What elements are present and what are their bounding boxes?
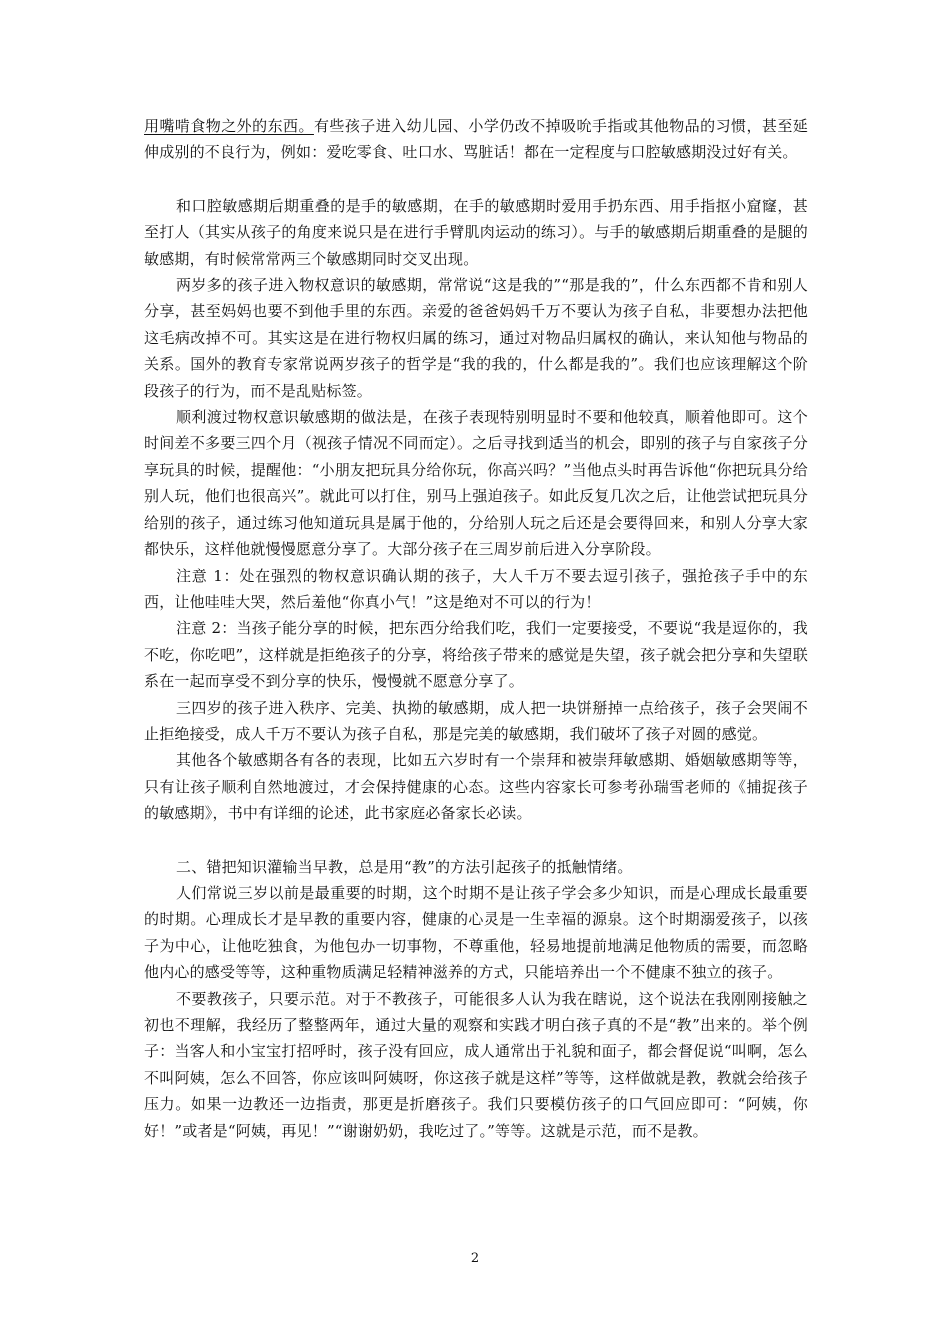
section-heading-2: 二、错把知识灌输当早教，总是用“教”的方法引起孩子的抵触情绪。 [176,857,633,876]
body-text [144,113,808,1144]
blank-line [144,827,808,854]
underlined-phrase: 用嘴啃食物之外的东西。 [144,117,314,135]
paragraph-note-1: 注意 1：处在强烈的物权意识确认期的孩子，大人千万不要去逗引孩子，强抢孩子手中的东西，让他哇哇大哭，然后羞他“你真小气！”这是绝对不可以的行为！ [144,566,808,611]
paragraph-ownership-period: 两岁多的孩子进入物权意识的敏感期，常常说“这是我的”“那是我的”，什么东西都不肯和别人分享，甚至妈妈也要不到他手里的东西。亲爱的爸爸妈妈千万不要认为孩子自私，非要想办法把他这毛病改掉不可。其实这是在进行物权归属的练习，通过对物品归属权的确认，来认知他与物品的关系。国外的教育专家常说两岁孩子的哲学是“我的我的，什么都是我的”。我们也应该理解这个阶段孩子的行为，而不是乱贴标签。 [144,276,808,400]
page-number: 2 [470,1251,480,1266]
paragraph-text: 有些孩子进入幼儿园、小学仍改不掉吸吮手指或其他物品的习惯，甚至延伸成别的不良行为，例如：爱吃零食、吐口水、骂脏话！都在一定程度与口腔敏感期没过好有关。 [144,117,809,162]
paragraph-psych-growth: 人们常说三岁以前是最重要的时期，这个时期不是让孩子学会多少知识，而是心理成长最重要的时期。心理成长才是早教的重要内容，健康的心灵是一生幸福的源泉。这个时期溺爱孩子，以孩子为中心，让他吃独食，为他包办一切事物，不尊重他，轻易地提前地满足他物质的需要，而忽略他内心的感受等等，这种重物质满足轻精神滋养的方式，只能培养出一个不健康不独立的孩子。 [144,883,808,982]
paragraph-ownership-method: 顺利渡过物权意识敏感期的做法是，在孩子表现特别明显时不要和他较真，顺着他即可。这个时间差不多要三四个月（视孩子情况不同而定）。之后寻找到适当的机会，即别的孩子与自家孩子分享玩具的时候，提醒他：“小朋友把玩具分给你玩，你高兴吗？”当他点头时再告诉他“你把玩具分给别人玩，他们也很高兴”。就此可以打住，别马上强迫孩子。如此反复几次之后，让他尝试把玩具分给别的孩子，通过练习他知道玩具是属于他的，分给别人玩之后还是会要得回来，和别人分享大家都快乐，这样他就慢慢愿意分享了。大部分孩子在三周岁前后进入分享阶段。 [144,408,808,559]
paragraph-other-periods: 其他各个敏感期各有各的表现，比如五六岁时有一个崇拜和被崇拜敏感期、婚姻敏感期等等，只有让孩子顺利自然地渡过，才会保持健康的心态。这些内容家长可参考孙瑞雪老师的《捕捉孩子的敏感期》，书中有详细的论述，此书家庭必备家长必读。 [144,751,808,823]
paragraph-hand-sensitive-period: 和口腔敏感期后期重叠的是手的敏感期，在手的敏感期时爱用手扔东西、用手指抠小窟窿，甚至打人（其实从孩子的角度来说只是在进行手臂肌肉运动的练习）。与手的敏感期后期重叠的是腿的敏感期，有时候常常两三个敏感期同时交叉出现。 [144,196,808,268]
paragraph-order-perfection: 三四岁的孩子进入秩序、完美、执拗的敏感期，成人把一块饼掰掉一点给孩子，孩子会哭闹不止拒绝接受，成人千万不要认为孩子自私，那是完美的敏感期，我们破坏了孩子对圆的感觉。 [144,698,808,743]
paragraph-oral-habits [144,113,808,166]
paragraph-note-2: 注意 2：当孩子能分享的时候，把东西分给我们吃，我们一定要接受，不要说“我是逗你的，我不吃，你吃吧”，这样就是拒绝孩子的分享，将给孩子带来的感觉是失望，孩子就会把分享和失望联系在一起而享受不到分享的快乐，慢慢就不愿意分享了。 [144,619,808,691]
paragraph-demonstrate: 不要教孩子，只要示范。对于不教孩子，可能很多人认为我在瞎说，这个说法在我刚刚接触之初也不理解，我经历了整整两年，通过大量的观察和实践才明白孩子真的不是“教”出来的。举个例子：当客人和小宝宝打招呼时，孩子没有回应，成人通常出于礼貌和面子，都会督促说“叫啊，怎么不叫阿姨，怎么不回答，你应该叫阿姨呀，你这孩子就是这样”等等，这样做就是教，教就会给孩子压力。如果一边教还一边指责，那更是折磨孩子。我们只要模仿孩子的口气回应即可：“阿姨，你好！”或者是“阿姨，再见！”“谢谢奶奶，我吃过了。”等等。这就是示范，而不是教。 [144,989,808,1140]
blank-line [144,166,808,193]
